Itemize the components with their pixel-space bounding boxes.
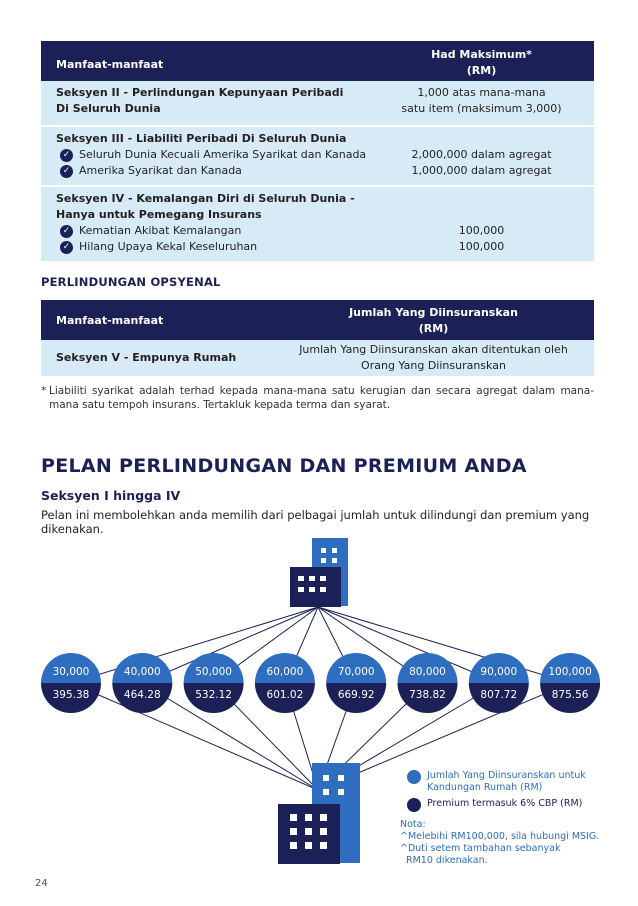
plan-node [112, 653, 172, 713]
plan-sum-label: 30,000 [52, 666, 90, 678]
plan-node [469, 653, 529, 713]
header-sum-insured: Jumlah Yang Diinsuranskan (RM) [349, 306, 518, 335]
section-4-value: 100,000 100,000 [458, 224, 505, 253]
plan-premium-label: 738.82 [409, 689, 446, 701]
plan-premium-label: 669.92 [337, 689, 375, 701]
legend [407, 770, 586, 816]
plan-sum-label: 60,000 [266, 666, 304, 678]
plan-sum-label: 50,000 [195, 666, 232, 678]
plan-node [326, 653, 386, 713]
page-number: 24 [35, 878, 48, 889]
plan-node [398, 653, 458, 713]
section-2-value: 1,000 atas mana-mana satu item (maksimum 3,000) [401, 86, 562, 115]
footnote: * Liabiliti syarikat adalah terhad kepada mana-mana satu kerugian dan secara agregat dalam mana-mana satu tempoh insurans. Tertakluk kepada terma dan syarat. [41, 385, 594, 411]
section-title: PELAN PERLINDUNGAN DAN PREMIUM ANDA [41, 455, 527, 477]
legend-premium: Premium termasuk 6% CBP (RM) [407, 798, 586, 812]
building-icon [290, 538, 348, 607]
plan-node [540, 653, 600, 713]
check-circle-icon: ✓ [60, 225, 73, 238]
section-2-title: Seksyen II - Perlindungan Kepunyaan Peribadi Di Seluruh Dunia [56, 86, 344, 115]
check-circle-icon: ✓ [60, 149, 73, 162]
section-3-value: 2,000,000 dalam agregat 1,000,000 dalam agregat [411, 148, 552, 177]
section-description: Pelan ini membolehkan anda memilih dari pelbagai jumlah untuk dilindungi dan premium yang dikenakan. [41, 508, 590, 536]
plan-premium-label: 875.56 [551, 689, 589, 701]
header-max-limit: Had Maksimum* (RM) [431, 48, 532, 77]
plan-node [184, 653, 244, 713]
plan-sum-label: 90,000 [480, 666, 518, 678]
legend-sum-insured: Jumlah Yang Diinsuranskan untuk Kandungan Rumah (RM) [407, 770, 586, 794]
plan-premium-label: 601.02 [266, 689, 304, 701]
plan-premium-label: 395.38 [52, 689, 90, 701]
plan-node [255, 653, 315, 713]
section-5-value: Jumlah Yang Diinsuranskan akan ditentukan oleh Orang Yang Diinsuranskan [299, 343, 568, 372]
optional-coverage-title: PERLINDUNGAN OPSYENAL [41, 275, 221, 289]
section-4-title: Seksyen IV - Kemalangan Diri di Seluruh Dunia - Hanya untuk Pemegang Insurans ✓ Kematian Akibat Kemalangan ✓ Hilang Upaya Kekal Keseluruhan [56, 192, 355, 253]
section-5-title: Seksyen V - Empunya Rumah [56, 351, 237, 364]
section-subtitle: Seksyen I hingga IV [41, 488, 181, 503]
check-circle-icon: ✓ [60, 165, 73, 178]
plan-nodes [41, 653, 600, 713]
plan-sum-label: 80,000 [409, 666, 446, 678]
plan-premium-label: 464.28 [123, 689, 161, 701]
section-3-title: Seksyen III - Liabiliti Peribadi Di Seluruh Dunia ✓ Seluruh Dunia Kecuali Amerika Syarikat dan Kanada ✓ Amerika Syarikat dan Kanada [56, 132, 367, 177]
plan-premium-label: 532.12 [195, 689, 232, 701]
plan-sum-label: 100,000 [548, 666, 592, 678]
header-benefits: Manfaat-manfaat [56, 57, 164, 71]
plan-node [41, 653, 101, 713]
nota: Nota: ^Melebihi RM100,000, sila hubungi MSIG. ^Duti setem tambahan sebanyak RM10 dikenakan. [400, 819, 600, 866]
plan-sum-label: 40,000 [123, 666, 161, 678]
header-benefits: Manfaat-manfaat [56, 313, 164, 327]
check-circle-icon: ✓ [60, 241, 73, 254]
legend-dark-dot [407, 798, 421, 812]
legend-light-dot [407, 770, 421, 784]
plan-sum-label: 70,000 [337, 666, 375, 678]
plan-premium-label: 807.72 [480, 689, 518, 701]
